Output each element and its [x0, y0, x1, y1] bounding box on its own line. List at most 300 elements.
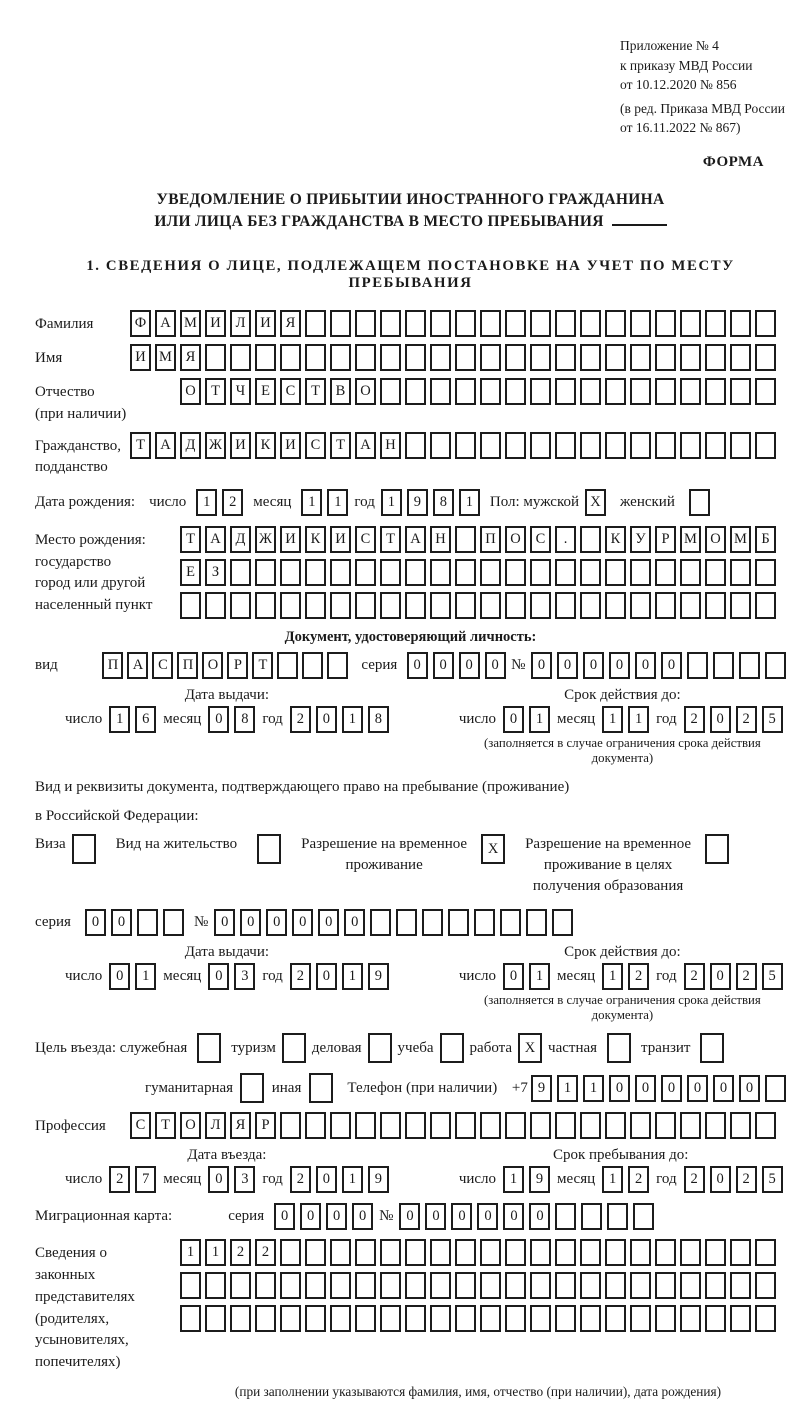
- char-cell[interactable]: М: [680, 526, 701, 553]
- char-cell[interactable]: 1: [602, 706, 623, 733]
- char-cell[interactable]: 2: [290, 963, 311, 990]
- char-cell[interactable]: [280, 1112, 301, 1139]
- char-cell[interactable]: 0: [240, 909, 261, 936]
- char-cell[interactable]: [370, 909, 391, 936]
- char-cell[interactable]: П: [177, 652, 198, 679]
- char-cell[interactable]: [555, 344, 576, 371]
- char-cell[interactable]: X: [481, 834, 505, 864]
- char-cell[interactable]: [380, 1112, 401, 1139]
- char-cell[interactable]: [405, 1112, 426, 1139]
- char-cell[interactable]: А: [205, 526, 226, 553]
- char-cell[interactable]: [655, 344, 676, 371]
- char-cell[interactable]: [430, 1239, 451, 1266]
- char-cell[interactable]: [355, 1272, 376, 1299]
- char-cell[interactable]: [505, 592, 526, 619]
- char-cell[interactable]: 1: [381, 489, 402, 516]
- char-cell[interactable]: М: [730, 526, 751, 553]
- char-cell[interactable]: [480, 1305, 501, 1332]
- doc-kind-input[interactable]: [102, 652, 348, 679]
- char-cell[interactable]: [505, 344, 526, 371]
- char-cell[interactable]: М: [155, 344, 176, 371]
- char-cell[interactable]: [655, 432, 676, 459]
- char-cell[interactable]: 0: [609, 1075, 630, 1102]
- id-valid-day-input[interactable]: [503, 706, 550, 733]
- char-cell[interactable]: [505, 432, 526, 459]
- char-cell[interactable]: 1: [109, 706, 130, 733]
- char-cell[interactable]: [180, 592, 201, 619]
- char-cell[interactable]: [755, 1305, 776, 1332]
- char-cell[interactable]: [680, 559, 701, 586]
- char-cell[interactable]: А: [405, 526, 426, 553]
- char-cell[interactable]: [430, 592, 451, 619]
- char-cell[interactable]: 9: [531, 1075, 552, 1102]
- char-cell[interactable]: [163, 909, 184, 936]
- char-cell[interactable]: 2: [290, 706, 311, 733]
- char-cell[interactable]: [655, 378, 676, 405]
- char-cell[interactable]: 0: [531, 652, 552, 679]
- char-cell[interactable]: 1: [602, 963, 623, 990]
- char-cell[interactable]: [530, 1305, 551, 1332]
- permit-issue-month-input[interactable]: [208, 963, 255, 990]
- char-cell[interactable]: А: [127, 652, 148, 679]
- char-cell[interactable]: [705, 1305, 726, 1332]
- char-cell[interactable]: [230, 1272, 251, 1299]
- char-cell[interactable]: [765, 1075, 786, 1102]
- id-valid-month-input[interactable]: [602, 706, 649, 733]
- char-cell[interactable]: О: [202, 652, 223, 679]
- char-cell[interactable]: 1: [342, 706, 363, 733]
- char-cell[interactable]: Я: [230, 1112, 251, 1139]
- char-cell[interactable]: [505, 310, 526, 337]
- char-cell[interactable]: [555, 1272, 576, 1299]
- char-cell[interactable]: [530, 432, 551, 459]
- char-cell[interactable]: С: [152, 652, 173, 679]
- surname-input[interactable]: [130, 310, 776, 337]
- char-cell[interactable]: [280, 1239, 301, 1266]
- char-cell[interactable]: [580, 526, 601, 553]
- char-cell[interactable]: [405, 592, 426, 619]
- char-cell[interactable]: [330, 1272, 351, 1299]
- sex-female-checkbox[interactable]: [689, 489, 710, 516]
- char-cell[interactable]: 0: [208, 963, 229, 990]
- char-cell[interactable]: [680, 1112, 701, 1139]
- char-cell[interactable]: [255, 592, 276, 619]
- char-cell[interactable]: 0: [459, 652, 480, 679]
- char-cell[interactable]: [455, 1305, 476, 1332]
- char-cell[interactable]: [305, 1239, 326, 1266]
- char-cell[interactable]: [505, 378, 526, 405]
- char-cell[interactable]: 2: [628, 1166, 649, 1193]
- char-cell[interactable]: 9: [407, 489, 428, 516]
- birth-place-input-line1[interactable]: [180, 526, 776, 553]
- char-cell[interactable]: [630, 1272, 651, 1299]
- id-valid-year-input[interactable]: [684, 706, 783, 733]
- char-cell[interactable]: [655, 1112, 676, 1139]
- char-cell[interactable]: [240, 1073, 264, 1103]
- entry-day-input[interactable]: [109, 1166, 156, 1193]
- char-cell[interactable]: [555, 1112, 576, 1139]
- char-cell[interactable]: [455, 378, 476, 405]
- char-cell[interactable]: 2: [230, 1239, 251, 1266]
- char-cell[interactable]: 9: [368, 1166, 389, 1193]
- representatives-input-line3[interactable]: [180, 1305, 776, 1332]
- char-cell[interactable]: [330, 1112, 351, 1139]
- char-cell[interactable]: [655, 559, 676, 586]
- char-cell[interactable]: [655, 1239, 676, 1266]
- char-cell[interactable]: 0: [710, 963, 731, 990]
- char-cell[interactable]: 1: [342, 963, 363, 990]
- char-cell[interactable]: [530, 344, 551, 371]
- doc-series-input[interactable]: [407, 652, 506, 679]
- char-cell[interactable]: 5: [762, 963, 783, 990]
- char-cell[interactable]: [555, 592, 576, 619]
- purpose-tourism-checkbox[interactable]: [282, 1033, 306, 1063]
- char-cell[interactable]: [700, 1033, 724, 1063]
- purpose-other-checkbox[interactable]: [309, 1073, 333, 1103]
- char-cell[interactable]: [630, 1112, 651, 1139]
- char-cell[interactable]: [305, 344, 326, 371]
- char-cell[interactable]: [555, 1203, 576, 1230]
- char-cell[interactable]: [505, 1112, 526, 1139]
- char-cell[interactable]: [330, 559, 351, 586]
- char-cell[interactable]: О: [180, 378, 201, 405]
- char-cell[interactable]: 0: [713, 1075, 734, 1102]
- char-cell[interactable]: [530, 559, 551, 586]
- permit-valid-year-input[interactable]: [684, 963, 783, 990]
- purpose-work-checkbox[interactable]: [518, 1033, 542, 1063]
- permit-valid-month-input[interactable]: [602, 963, 649, 990]
- birth-day-input[interactable]: [196, 489, 243, 516]
- char-cell[interactable]: [480, 310, 501, 337]
- char-cell[interactable]: [630, 310, 651, 337]
- birth-place-input-line3[interactable]: [180, 592, 776, 619]
- char-cell[interactable]: [633, 1203, 654, 1230]
- char-cell[interactable]: [755, 559, 776, 586]
- representatives-input-line2[interactable]: [180, 1272, 776, 1299]
- char-cell[interactable]: [555, 1305, 576, 1332]
- char-cell[interactable]: [655, 1305, 676, 1332]
- char-cell[interactable]: 0: [109, 963, 130, 990]
- char-cell[interactable]: 7: [135, 1166, 156, 1193]
- char-cell[interactable]: А: [155, 310, 176, 337]
- char-cell[interactable]: Л: [205, 1112, 226, 1139]
- char-cell[interactable]: З: [205, 559, 226, 586]
- char-cell[interactable]: [455, 559, 476, 586]
- char-cell[interactable]: [705, 378, 726, 405]
- char-cell[interactable]: [430, 1112, 451, 1139]
- purpose-humanitarian-checkbox[interactable]: [240, 1073, 264, 1103]
- char-cell[interactable]: Л: [230, 310, 251, 337]
- char-cell[interactable]: И: [280, 432, 301, 459]
- char-cell[interactable]: [368, 1033, 392, 1063]
- char-cell[interactable]: [605, 1239, 626, 1266]
- char-cell[interactable]: [630, 344, 651, 371]
- char-cell[interactable]: [355, 1239, 376, 1266]
- char-cell[interactable]: 0: [352, 1203, 373, 1230]
- char-cell[interactable]: Ж: [255, 526, 276, 553]
- char-cell[interactable]: [205, 1272, 226, 1299]
- char-cell[interactable]: 1: [602, 1166, 623, 1193]
- char-cell[interactable]: [305, 1272, 326, 1299]
- char-cell[interactable]: [755, 592, 776, 619]
- char-cell[interactable]: [474, 909, 495, 936]
- char-cell[interactable]: 0: [529, 1203, 550, 1230]
- char-cell[interactable]: 0: [316, 963, 337, 990]
- char-cell[interactable]: [430, 1305, 451, 1332]
- char-cell[interactable]: [305, 1112, 326, 1139]
- char-cell[interactable]: О: [705, 526, 726, 553]
- char-cell[interactable]: 8: [234, 706, 255, 733]
- char-cell[interactable]: 1: [301, 489, 322, 516]
- char-cell[interactable]: 2: [628, 963, 649, 990]
- char-cell[interactable]: Ч: [230, 378, 251, 405]
- char-cell[interactable]: [230, 344, 251, 371]
- permit-issue-day-input[interactable]: [109, 963, 156, 990]
- char-cell[interactable]: [355, 1112, 376, 1139]
- stay-month-input[interactable]: [602, 1166, 649, 1193]
- char-cell[interactable]: Т: [305, 378, 326, 405]
- char-cell[interactable]: [205, 1305, 226, 1332]
- char-cell[interactable]: Т: [330, 432, 351, 459]
- char-cell[interactable]: [526, 909, 547, 936]
- char-cell[interactable]: [755, 1272, 776, 1299]
- representatives-input-line1[interactable]: [180, 1239, 776, 1266]
- char-cell[interactable]: [755, 1112, 776, 1139]
- char-cell[interactable]: [555, 378, 576, 405]
- char-cell[interactable]: [630, 378, 651, 405]
- char-cell[interactable]: Д: [230, 526, 251, 553]
- char-cell[interactable]: [305, 310, 326, 337]
- char-cell[interactable]: [405, 1305, 426, 1332]
- char-cell[interactable]: 1: [529, 706, 550, 733]
- char-cell[interactable]: 1: [503, 1166, 524, 1193]
- char-cell[interactable]: 8: [433, 489, 454, 516]
- char-cell[interactable]: 0: [477, 1203, 498, 1230]
- char-cell[interactable]: 9: [529, 1166, 550, 1193]
- char-cell[interactable]: [730, 432, 751, 459]
- char-cell[interactable]: 0: [318, 909, 339, 936]
- char-cell[interactable]: О: [355, 378, 376, 405]
- char-cell[interactable]: [705, 1272, 726, 1299]
- mig-series-input[interactable]: [274, 1203, 373, 1230]
- char-cell[interactable]: Т: [380, 526, 401, 553]
- char-cell[interactable]: [730, 1305, 751, 1332]
- char-cell[interactable]: 0: [316, 706, 337, 733]
- char-cell[interactable]: 1: [135, 963, 156, 990]
- char-cell[interactable]: 1: [459, 489, 480, 516]
- char-cell[interactable]: 0: [111, 909, 132, 936]
- char-cell[interactable]: [680, 1305, 701, 1332]
- char-cell[interactable]: [755, 432, 776, 459]
- char-cell[interactable]: [655, 1272, 676, 1299]
- purpose-official-checkbox[interactable]: [197, 1033, 221, 1063]
- char-cell[interactable]: 1: [557, 1075, 578, 1102]
- char-cell[interactable]: [230, 592, 251, 619]
- char-cell[interactable]: Д: [180, 432, 201, 459]
- char-cell[interactable]: 2: [736, 1166, 757, 1193]
- char-cell[interactable]: С: [530, 526, 551, 553]
- char-cell[interactable]: А: [355, 432, 376, 459]
- char-cell[interactable]: [137, 909, 158, 936]
- char-cell[interactable]: [309, 1073, 333, 1103]
- char-cell[interactable]: [505, 1239, 526, 1266]
- char-cell[interactable]: [327, 652, 348, 679]
- char-cell[interactable]: [280, 592, 301, 619]
- char-cell[interactable]: Р: [255, 1112, 276, 1139]
- char-cell[interactable]: [530, 592, 551, 619]
- char-cell[interactable]: С: [130, 1112, 151, 1139]
- char-cell[interactable]: Т: [130, 432, 151, 459]
- char-cell[interactable]: [405, 432, 426, 459]
- char-cell[interactable]: 0: [266, 909, 287, 936]
- char-cell[interactable]: [530, 1239, 551, 1266]
- char-cell[interactable]: [630, 559, 651, 586]
- char-cell[interactable]: К: [305, 526, 326, 553]
- char-cell[interactable]: [380, 1239, 401, 1266]
- char-cell[interactable]: [480, 592, 501, 619]
- char-cell[interactable]: [355, 592, 376, 619]
- char-cell[interactable]: [605, 1305, 626, 1332]
- char-cell[interactable]: [607, 1203, 628, 1230]
- char-cell[interactable]: [730, 1112, 751, 1139]
- char-cell[interactable]: 0: [425, 1203, 446, 1230]
- id-issue-year-input[interactable]: [290, 706, 389, 733]
- char-cell[interactable]: [705, 344, 726, 371]
- char-cell[interactable]: [230, 559, 251, 586]
- char-cell[interactable]: 5: [762, 1166, 783, 1193]
- purpose-private-checkbox[interactable]: [607, 1033, 631, 1063]
- visa-checkbox[interactable]: [72, 834, 96, 864]
- char-cell[interactable]: О: [180, 1112, 201, 1139]
- char-cell[interactable]: 0: [214, 909, 235, 936]
- char-cell[interactable]: В: [330, 378, 351, 405]
- char-cell[interactable]: [405, 310, 426, 337]
- char-cell[interactable]: Е: [255, 378, 276, 405]
- char-cell[interactable]: [277, 652, 298, 679]
- char-cell[interactable]: [555, 1239, 576, 1266]
- char-cell[interactable]: Т: [155, 1112, 176, 1139]
- char-cell[interactable]: [730, 592, 751, 619]
- char-cell[interactable]: [480, 344, 501, 371]
- char-cell[interactable]: Е: [180, 559, 201, 586]
- char-cell[interactable]: 0: [208, 706, 229, 733]
- char-cell[interactable]: Т: [252, 652, 273, 679]
- char-cell[interactable]: С: [355, 526, 376, 553]
- char-cell[interactable]: [422, 909, 443, 936]
- char-cell[interactable]: П: [102, 652, 123, 679]
- char-cell[interactable]: [480, 559, 501, 586]
- char-cell[interactable]: И: [130, 344, 151, 371]
- char-cell[interactable]: [280, 1305, 301, 1332]
- residence-permit-checkbox[interactable]: [257, 834, 281, 864]
- permit-number-input[interactable]: [214, 909, 573, 936]
- char-cell[interactable]: [580, 1272, 601, 1299]
- char-cell[interactable]: 0: [326, 1203, 347, 1230]
- char-cell[interactable]: [680, 310, 701, 337]
- char-cell[interactable]: Я: [180, 344, 201, 371]
- char-cell[interactable]: 2: [736, 706, 757, 733]
- char-cell[interactable]: А: [155, 432, 176, 459]
- purpose-transit-checkbox[interactable]: [700, 1033, 724, 1063]
- char-cell[interactable]: И: [230, 432, 251, 459]
- char-cell[interactable]: [330, 1239, 351, 1266]
- char-cell[interactable]: 1: [327, 489, 348, 516]
- id-issue-month-input[interactable]: [208, 706, 255, 733]
- char-cell[interactable]: О: [505, 526, 526, 553]
- char-cell[interactable]: [255, 344, 276, 371]
- char-cell[interactable]: [455, 1239, 476, 1266]
- char-cell[interactable]: 1: [196, 489, 217, 516]
- char-cell[interactable]: [197, 1033, 221, 1063]
- char-cell[interactable]: [430, 559, 451, 586]
- char-cell[interactable]: [680, 378, 701, 405]
- char-cell[interactable]: 0: [292, 909, 313, 936]
- char-cell[interactable]: 6: [135, 706, 156, 733]
- char-cell[interactable]: У: [630, 526, 651, 553]
- purpose-business-checkbox[interactable]: [368, 1033, 392, 1063]
- char-cell[interactable]: 0: [661, 652, 682, 679]
- char-cell[interactable]: [680, 344, 701, 371]
- char-cell[interactable]: [355, 1305, 376, 1332]
- char-cell[interactable]: 0: [300, 1203, 321, 1230]
- char-cell[interactable]: [380, 344, 401, 371]
- char-cell[interactable]: 0: [344, 909, 365, 936]
- char-cell[interactable]: [355, 310, 376, 337]
- char-cell[interactable]: 3: [234, 1166, 255, 1193]
- char-cell[interactable]: [455, 344, 476, 371]
- char-cell[interactable]: [205, 592, 226, 619]
- char-cell[interactable]: 1: [628, 706, 649, 733]
- char-cell[interactable]: [630, 1305, 651, 1332]
- char-cell[interactable]: 2: [684, 1166, 705, 1193]
- char-cell[interactable]: Ф: [130, 310, 151, 337]
- char-cell[interactable]: [280, 344, 301, 371]
- char-cell[interactable]: 0: [739, 1075, 760, 1102]
- char-cell[interactable]: [180, 1305, 201, 1332]
- char-cell[interactable]: [455, 592, 476, 619]
- char-cell[interactable]: 0: [503, 963, 524, 990]
- char-cell[interactable]: [430, 432, 451, 459]
- char-cell[interactable]: [680, 1272, 701, 1299]
- char-cell[interactable]: [755, 378, 776, 405]
- char-cell[interactable]: [580, 1305, 601, 1332]
- char-cell[interactable]: И: [280, 526, 301, 553]
- char-cell[interactable]: [580, 310, 601, 337]
- char-cell[interactable]: [730, 310, 751, 337]
- char-cell[interactable]: [282, 1033, 306, 1063]
- char-cell[interactable]: 0: [583, 652, 604, 679]
- char-cell[interactable]: 1: [583, 1075, 604, 1102]
- char-cell[interactable]: [705, 592, 726, 619]
- entry-year-input[interactable]: [290, 1166, 389, 1193]
- char-cell[interactable]: [730, 378, 751, 405]
- char-cell[interactable]: Т: [180, 526, 201, 553]
- char-cell[interactable]: К: [255, 432, 276, 459]
- entry-month-input[interactable]: [208, 1166, 255, 1193]
- char-cell[interactable]: 0: [661, 1075, 682, 1102]
- char-cell[interactable]: 2: [684, 963, 705, 990]
- char-cell[interactable]: Б: [755, 526, 776, 553]
- permit-issue-year-input[interactable]: [290, 963, 389, 990]
- char-cell[interactable]: 0: [208, 1166, 229, 1193]
- char-cell[interactable]: [605, 1112, 626, 1139]
- citizenship-input[interactable]: [130, 432, 776, 459]
- char-cell[interactable]: [380, 1305, 401, 1332]
- edu-permit-checkbox[interactable]: [705, 834, 729, 864]
- char-cell[interactable]: [680, 592, 701, 619]
- char-cell[interactable]: [380, 592, 401, 619]
- stay-year-input[interactable]: [684, 1166, 783, 1193]
